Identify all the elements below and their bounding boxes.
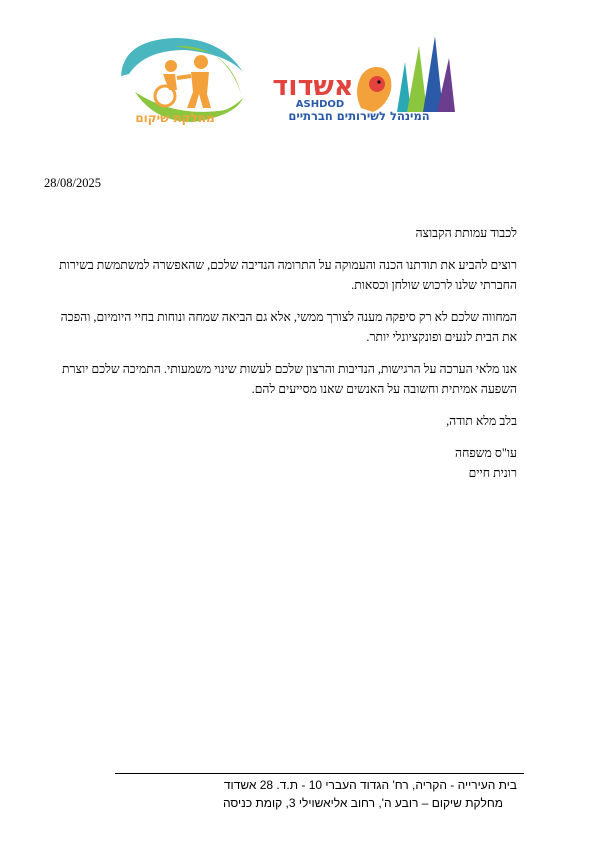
- colored-sails-icon: [397, 36, 455, 112]
- footer: [223, 776, 517, 812]
- paragraph-3: אנו מלאי הערכה על הרגישות, הנדיבות והרצון שלכם לעשות שינוי משמעותי. התמיכה שלכם יוצרת השפעה אמיתית וחשובה על האנשים שאנו מסייעים להם.: [62, 362, 517, 396]
- closing: בלב מלא תודה,: [446, 414, 517, 428]
- wheelchair-person-icon: [155, 60, 177, 106]
- administration-text: המינהל לשירותים חברתיים: [288, 109, 430, 123]
- letter-date: 28/08/2025: [44, 176, 101, 190]
- salutation: לכבוד עמותת הקבוצה: [415, 226, 517, 240]
- footer-divider: [115, 773, 524, 774]
- footer-address-line: בית העירייה - הקריה, רח' הגדוד העברי 10 - ת.ד. 28 אשדוד: [223, 778, 517, 792]
- paragraph-1: רוצים להביע את תודתנו הכנה והעמוקה על התרומה הנדיבה שלכם, שהאפשרה למשתמשת בשירות החברתי שלנו לרכוש שולחן וכסאות.: [59, 258, 517, 292]
- city-name-english: ASHDOD: [295, 99, 345, 110]
- signature-title: עו"ס משפחה: [455, 446, 517, 460]
- rehab-dept-logo: [121, 38, 243, 125]
- helper-person-icon: [177, 55, 211, 108]
- rehab-dept-logo-text: מחלקת שיקום: [135, 111, 215, 125]
- letter-body: [44, 223, 517, 483]
- city-name-hebrew: אשדוד: [272, 71, 354, 102]
- signature-name: רונית חיים: [468, 466, 517, 480]
- lion-emblem-icon: [357, 67, 391, 112]
- paragraph-2: המחווה שלכם לא רק סיפקה מענה לצורך ממשי, אלא גם הביאה שמחה ונוחות בחיי היומיום, והפכה את הבית לנעים ופונקציונלי יותר.: [60, 310, 517, 344]
- ashdod-city-logo: [272, 36, 455, 123]
- letterhead-logo: [115, 32, 460, 128]
- footer-department-line: מחלקת שיקום – רובע ה', רחוב אליאשוילי 3, קומת כניסה: [222, 796, 503, 810]
